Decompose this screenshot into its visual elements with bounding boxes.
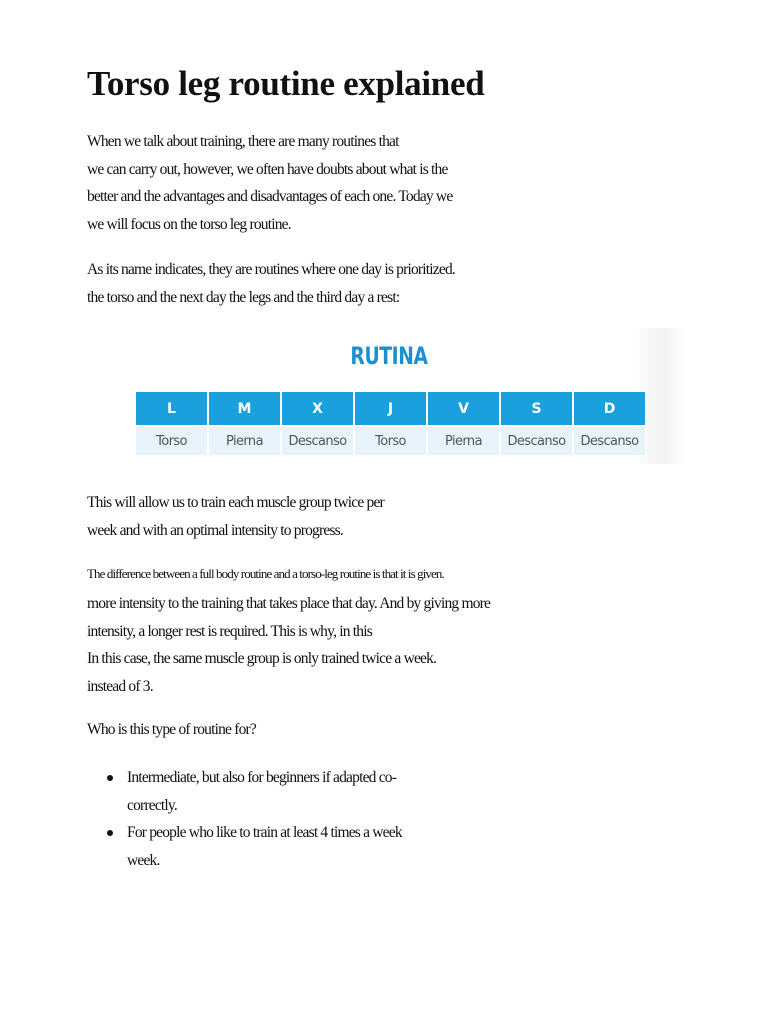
routine-graphic bbox=[110, 328, 688, 464]
twice-paragraph bbox=[87, 489, 384, 544]
list-item bbox=[87, 819, 402, 874]
text-line: This will allow us to train each muscle group twice per bbox=[87, 494, 384, 511]
difference-paragraph bbox=[87, 590, 490, 700]
intro-paragraph bbox=[87, 128, 452, 238]
routine-day: J bbox=[355, 392, 426, 425]
text-line: correctly. bbox=[127, 796, 177, 814]
text-line: intensity, a longer rest is required. This is why, in this bbox=[87, 622, 372, 640]
page-title: Torso leg routine explained bbox=[87, 64, 485, 103]
text-line: we can carry out, however, we often have doubts about what is the bbox=[87, 160, 448, 178]
list-item bbox=[87, 764, 402, 819]
text-line: we will focus on the torso leg routine. bbox=[87, 215, 291, 233]
difference-lead-line: The difference between a full body routine and a torso-leg routine is that it is given. bbox=[87, 566, 444, 581]
routine-day: X bbox=[282, 392, 353, 425]
text-line: week. bbox=[127, 851, 160, 869]
audience-list bbox=[87, 764, 402, 874]
routine-activity: Descanso bbox=[574, 427, 645, 455]
text-line: week and with an optimal intensity to progress. bbox=[87, 521, 343, 539]
text-line: For people who like to train at least 4 times a week bbox=[127, 824, 402, 841]
text-line: In this case, the same muscle group is only trained twice a week. bbox=[87, 650, 437, 667]
text-line: instead of 3. bbox=[87, 677, 153, 695]
routine-activity: Pierna bbox=[209, 427, 280, 455]
routine-activity: Torso bbox=[355, 427, 426, 455]
routine-title: RUTINA bbox=[350, 342, 428, 370]
routine-activity: Descanso bbox=[282, 427, 353, 455]
routine-day: L bbox=[136, 392, 207, 425]
name-paragraph bbox=[87, 256, 455, 311]
routine-activity: Descanso bbox=[501, 427, 572, 455]
routine-day: M bbox=[209, 392, 280, 425]
routine-activities-row bbox=[136, 427, 645, 455]
text-line: more intensity to the training that takes place that day. And by giving more bbox=[87, 595, 491, 612]
routine-activity: Pierna bbox=[428, 427, 499, 455]
question-heading: Who is this type of routine for? bbox=[87, 721, 256, 738]
text-line: the torso and the next day the legs and the third day a rest: bbox=[87, 288, 400, 306]
text-line: When we talk about training, there are many routines that bbox=[87, 133, 399, 150]
bullet-icon bbox=[107, 830, 113, 836]
text-line: Intermediate, but also for beginners if adapted co- bbox=[127, 769, 397, 786]
routine-activity: Torso bbox=[136, 427, 207, 455]
bullet-icon bbox=[107, 775, 113, 781]
routine-table bbox=[134, 390, 647, 457]
routine-day: S bbox=[501, 392, 572, 425]
routine-day: V bbox=[428, 392, 499, 425]
text-line: As its name indicates, they are routines where one day is prioritized. bbox=[87, 261, 455, 278]
text-line: better and the advantages and disadvantages of each one. Today we bbox=[87, 188, 453, 205]
routine-days-row bbox=[136, 392, 645, 425]
routine-day: D bbox=[574, 392, 645, 425]
